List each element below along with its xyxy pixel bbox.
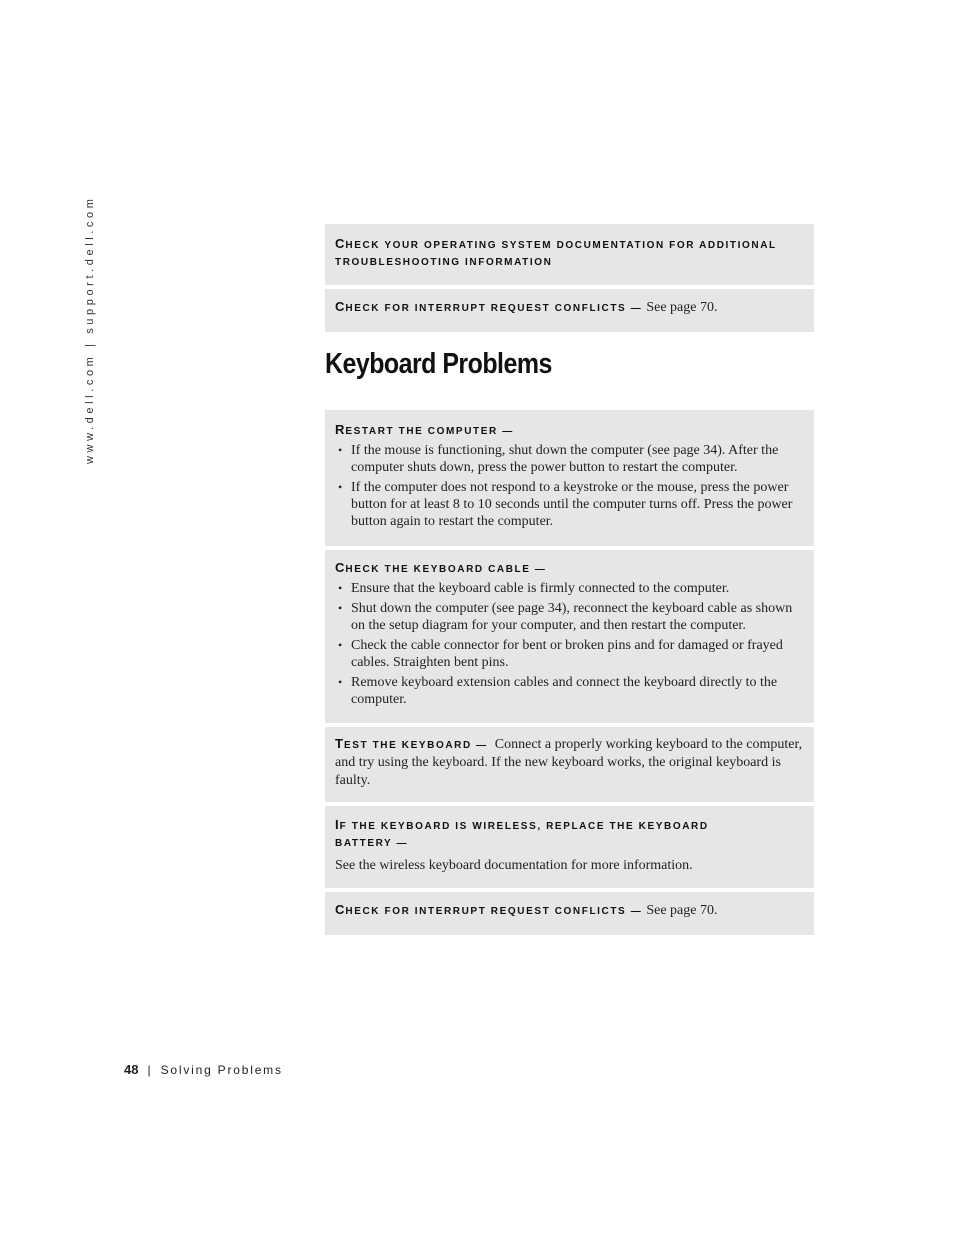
page-footer xyxy=(124,1062,283,1077)
footer-section-name: Solving Problems xyxy=(160,1063,283,1077)
heading-text: EST THE KEYBOARD — xyxy=(343,740,488,751)
heading-text: HECK FOR INTERRUPT REQUEST CONFLICTS — xyxy=(345,906,643,917)
section-title: Keyboard Problems xyxy=(325,348,552,380)
tip-box-irq-conflicts xyxy=(325,289,814,332)
heading-text: HECK YOUR OPERATING SYSTEM DOCUMENTATION FOR ADDITIONAL TROUBLESHOOTING INFORMATION xyxy=(335,240,777,268)
bullet-list xyxy=(335,442,804,530)
tip-heading xyxy=(335,816,804,852)
list-item: • Ensure that the keyboard cable is firmly connected to the computer. xyxy=(351,580,804,597)
tip-text: See page 70. xyxy=(646,903,718,918)
tip-text: See the wireless keyboard documentation for more information. xyxy=(335,858,693,873)
tip-box-wireless-battery xyxy=(325,806,814,888)
tip-heading xyxy=(335,901,804,920)
heading-initial: T xyxy=(335,736,344,751)
page-number: 48 xyxy=(124,1062,139,1077)
list-item: • Check the cable connector for bent or broken pins and for damaged or frayed cables. Straighten bent pins. xyxy=(351,637,804,671)
tip-heading xyxy=(335,298,804,317)
heading-initial: C xyxy=(335,299,346,314)
heading-initial: R xyxy=(335,422,346,437)
tip-text: Connect a properly working keyboard to the computer, and try using the keyboard. If the new keyboard works, the original keyboard is faulty. xyxy=(335,737,803,788)
tip-heading xyxy=(335,736,488,751)
heading-text: ESTART THE COMPUTER — xyxy=(345,426,514,437)
heading-text: HECK THE KEYBOARD CABLE — xyxy=(345,564,547,575)
tip-heading xyxy=(335,559,804,578)
tip-box-irq-conflicts-keyboard xyxy=(325,892,814,935)
heading-initial: I xyxy=(335,817,340,832)
list-item: • If the mouse is functioning, shut down the computer (see page 34). After the computer shuts down, press the power button to restart the computer. xyxy=(351,442,804,476)
heading-initial: C xyxy=(335,236,346,251)
sidebar-url: www.dell.com | support.dell.com xyxy=(84,195,96,464)
tip-heading xyxy=(335,235,804,271)
list-item: • Shut down the computer (see page 34), reconnect the keyboard cable as shown on the setup diagram for your computer, and then restart the computer. xyxy=(351,600,804,634)
footer-separator: | xyxy=(147,1063,151,1077)
tip-box-test-keyboard xyxy=(325,727,814,802)
list-item: • If the computer does not respond to a keystroke or the mouse, press the power button for at least 8 to 10 seconds until the computer turns off. Press the power button again to restart the computer. xyxy=(351,479,804,530)
tip-box-os-documentation xyxy=(325,224,814,285)
heading-text: HECK FOR INTERRUPT REQUEST CONFLICTS — xyxy=(345,303,643,314)
heading-initial: C xyxy=(335,560,346,575)
heading-initial: C xyxy=(335,902,346,917)
heading-text: F THE KEYBOARD IS WIRELESS, REPLACE THE KEYBOARD BATTERY — xyxy=(335,821,709,849)
list-item: • Remove keyboard extension cables and connect the keyboard directly to the computer. xyxy=(351,674,804,708)
bullet-list xyxy=(335,580,804,708)
tip-text: See page 70. xyxy=(646,300,718,315)
tip-box-keyboard-cable xyxy=(325,550,814,723)
tip-heading xyxy=(335,421,804,440)
tip-paragraph xyxy=(335,735,804,789)
tip-box-restart-computer xyxy=(325,410,814,546)
